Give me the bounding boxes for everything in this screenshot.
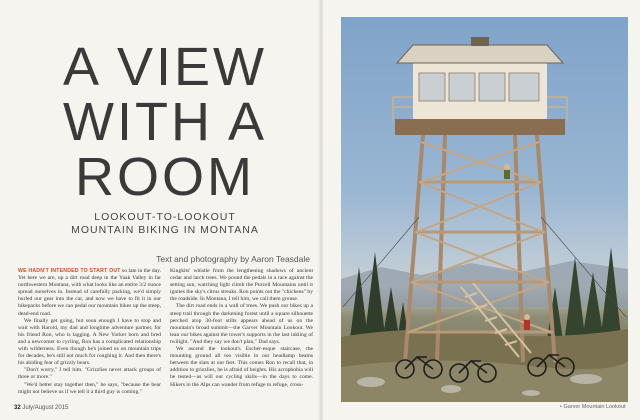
body-column-1 xyxy=(18,268,161,396)
paragraph: We ascend the lookout's Escher-esque staircase, the mounting ground all too visible in our headlamp beams between the slats at our feet. This comes Ron to recall that, in addition to grizzlies, he is afraid of heights. His acrophobia will be tested—as will our cycling skills—in the days to come. Hikers in the Alps can wander from refuge to refuge, cross- xyxy=(170,346,313,388)
paragraph xyxy=(18,268,161,318)
paragraph: The dirt road ends in a wall of trees. We push our bikes up a steep trail through the darkening forest until a square silhouette perched atop 30-foot stilts appears ahead of us on the mountain's broad summit—the Garver Mountain Lookout. We lean our bikes against the tower's supports in the last inkling of twilight. "And they say we don't plan," Dad says. xyxy=(170,303,313,345)
roof-vent xyxy=(471,37,489,46)
catwalk-platform xyxy=(395,119,565,135)
page-number: 32 xyxy=(14,405,21,411)
lookout-tower-illustration xyxy=(341,17,628,402)
headline xyxy=(22,37,308,207)
body-column-2 xyxy=(170,268,313,389)
cab-roof xyxy=(397,45,563,63)
lookout-tower-photo xyxy=(341,17,628,402)
distant-ridge xyxy=(341,261,628,307)
page-gutter xyxy=(318,0,324,420)
headline-line-1: A VIEW xyxy=(62,37,268,97)
tower-legs xyxy=(405,135,555,362)
byline: Text and photography by Aaron Teasdale xyxy=(156,254,310,264)
paragraph-text: so late in the day. Yet here we are, up a dirt road deep in the Yaak Valley in far northwestern Montana, with what looks like an entire 3/2 ounce spread ourselves in. Instead of carefully packing, we'd simply hurled our gear into the car, and now we have to fit it in our bikepacks before we can pedal our mountain bikes up the steep, dead-end road. xyxy=(18,268,161,317)
subtitle-line-1: LOOKOUT-TO-LOOKOUT xyxy=(94,211,236,223)
paragraph: We finally get going, but soon enough I have to stop and wait with Harold, my dad and longtime adventure partner, for his friend Ron, who is lagging. A New Yorker born and bred and a newcomer to cycling, Ron has a complicated relationship with wilderness. Even though he's joined us on mountain trips for decades, he's still not much for roughing it. And then there's his abiding fear of grizzly bears. xyxy=(18,317,161,367)
cab-windows xyxy=(419,73,539,101)
subtitle xyxy=(40,211,290,237)
paragraph: Kingkits' whistle from the lengthening shadows of ancient cedar and larch trees. We pound the pedals in a race against the setting sun, watching light climb the Purcell Mountains until it ignites the sky's citrus streaks. Ron points out the "chickens" by the roadside. In Montana, I tell him, we call them grouse. xyxy=(170,268,313,303)
paragraph: "Don't worry," I tell him. "Grizzlies never attack groups of three or more." xyxy=(18,367,161,381)
lead-in: WE HADN'T INTENDED TO START OUT xyxy=(18,268,121,274)
headline-line-2: WITH A xyxy=(63,92,267,152)
rider-on-tower xyxy=(504,164,510,179)
headline-line-3: ROOM xyxy=(75,147,255,207)
photo-caption: • Garver Mountain Lookout xyxy=(560,404,626,410)
subtitle-line-2: MOUNTAIN BIKING IN MONTANA xyxy=(71,224,259,236)
issue-date: July/August 2015 xyxy=(22,405,69,411)
paragraph: "We'd better stay together then," he says, "because the bear might not believe us if we tell it a third guy is coming." xyxy=(18,381,161,395)
folio xyxy=(14,405,68,411)
rider-on-stairs xyxy=(524,314,530,330)
